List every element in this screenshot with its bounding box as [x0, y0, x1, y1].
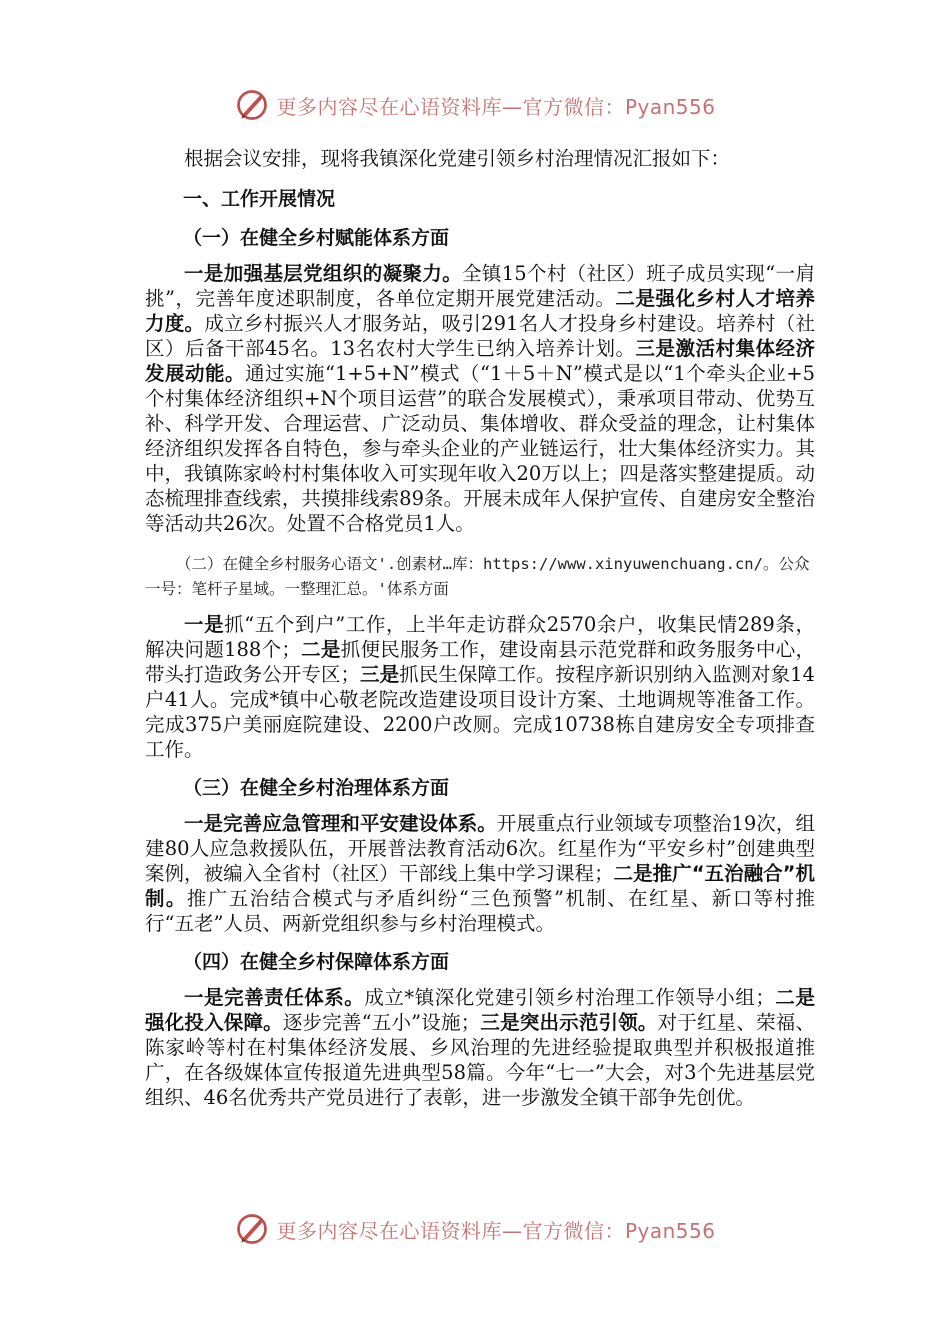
key-point: 二是强化乡村人才培养力度。 [145, 287, 815, 335]
document-body [145, 142, 815, 1110]
key-point: 一是加强基层党组织的凝聚力。 [184, 262, 463, 285]
paragraph-text: 抓民生保障工作。按程序新识别纳入监测对象14户41人。完成*镇中心敬老院改造建设项目设计方案、土地调规等准备工作。完成375户美丽庭院建设、2200户改厕。完成10738栋自建房安全专项排查工作。 [145, 663, 815, 761]
key-point: 三是 [360, 663, 400, 686]
subsection-4-paragraph [145, 985, 815, 1110]
section-heading: 一、工作开展情况 [183, 188, 336, 210]
footer-banner [0, 1208, 950, 1250]
subsection-4-title: （四）在健全乡村保障体系方面 [183, 951, 450, 973]
key-point: 二是推广“五治融合”机制。 [145, 862, 815, 910]
banner-text: 更多内容尽在心语资料库—官方微信：Pyan556 [276, 1218, 716, 1243]
key-point: 二是强化投入保障。 [145, 986, 815, 1034]
subsection-1-title: （一）在健全乡村赋能体系方面 [183, 227, 450, 249]
paragraph-text: 对于红星、荣福、陈家岭等村在村集体经济发展、乡风治理的先进经验提取典型并积极报道推广，在各级媒体宣传报道先进典型58篇。今年“七一”大会，对3个先进基层党组织、46名优秀共产党员进行了表彰，进一步激发全镇干部争先创优。 [145, 1011, 815, 1109]
subsection-1-paragraph [145, 261, 815, 536]
paragraph-text: 推广五治结合模式与矛盾纠纷“三色预警”机制、在红星、新口等村推行“五老”人员、两新党组织参与乡村治理模式。 [145, 887, 815, 935]
paragraph-text: 成立*镇深化党建引领乡村治理工作领导小组； [364, 986, 775, 1009]
subsection-3-title: （三）在健全乡村治理体系方面 [183, 777, 450, 799]
subsection-2-title: （二）在健全乡村服务心语文'.创素材…库：https://www.xinyuwenchuang.cn/。公众一号：笔杆子星域。一整理汇总。'体系方面 [145, 555, 810, 598]
paragraph-text: 逐步完善“五小”设施； [282, 1011, 481, 1034]
subsection-2-paragraph [145, 612, 815, 762]
key-point: 二是 [300, 638, 341, 661]
key-point: 一是完善应急管理和平安建设体系。 [184, 812, 497, 835]
pen-logo-icon [234, 1211, 270, 1247]
subsection-3-paragraph [145, 811, 815, 936]
paragraph-text: 全镇15个村（社区）班子成员实现“一肩挑”，完善年度述职制度，各单位定期开展党建活动。 [145, 262, 815, 310]
key-point: 一是 [184, 613, 225, 636]
key-point: 三是突出示范引领。 [480, 1011, 658, 1034]
key-point: 三是激活村集体经济发展动能。 [145, 337, 815, 385]
key-point: 一是完善责任体系。 [184, 986, 365, 1009]
paragraph-text: 通过实施“1+5+N”模式（“1＋5＋N”模式是以“1个牵头企业+5个村集体经济组织+N个项目运营”的联合发展模式），秉承项目带动、优势互补、科学开发、合理运营、广泛动员、集体增收、群众受益的理念，让村集体经济组织发挥各自特色，参与牵头企业的产业链运行，壮大集体经济实力。其中，我镇陈家岭村村集体收入可实现年收入20万以上；四是落实整建提质。动态梳理排查线索，共摸排线索89条。开展未成年人保护宣传、自建房安全整治等活动共26次。处置不合格党员1人。 [145, 362, 815, 535]
header-banner [0, 84, 950, 126]
banner-text: 更多内容尽在心语资料库—官方微信：Pyan556 [276, 94, 716, 119]
paragraph-text: 抓“五个到户”工作，上半年走访群众2570余户，收集民情289条，解决问题188个； [145, 613, 815, 661]
intro-paragraph: 根据会议安排，现将我镇深化党建引领乡村治理情况汇报如下： [184, 147, 731, 170]
paragraph-text: 成立乡村振兴人才服务站，吸引291名人才投身乡村建设。培养村（社区）后备干部45名。13名农村大学生已纳入培养计划。 [145, 312, 815, 360]
paragraph-text: 抓便民服务工作，建设南县示范党群和政务服务中心，带头打造政务公开专区； [145, 638, 815, 686]
pen-logo-icon [234, 87, 270, 123]
paragraph-text: 开展重点行业领域专项整治19次，组建80人应急救援队伍，开展普法教育活动6次。红星作为“平安乡村”创建典型案例，被编入全省村（社区）干部线上集中学习课程； [145, 812, 815, 885]
